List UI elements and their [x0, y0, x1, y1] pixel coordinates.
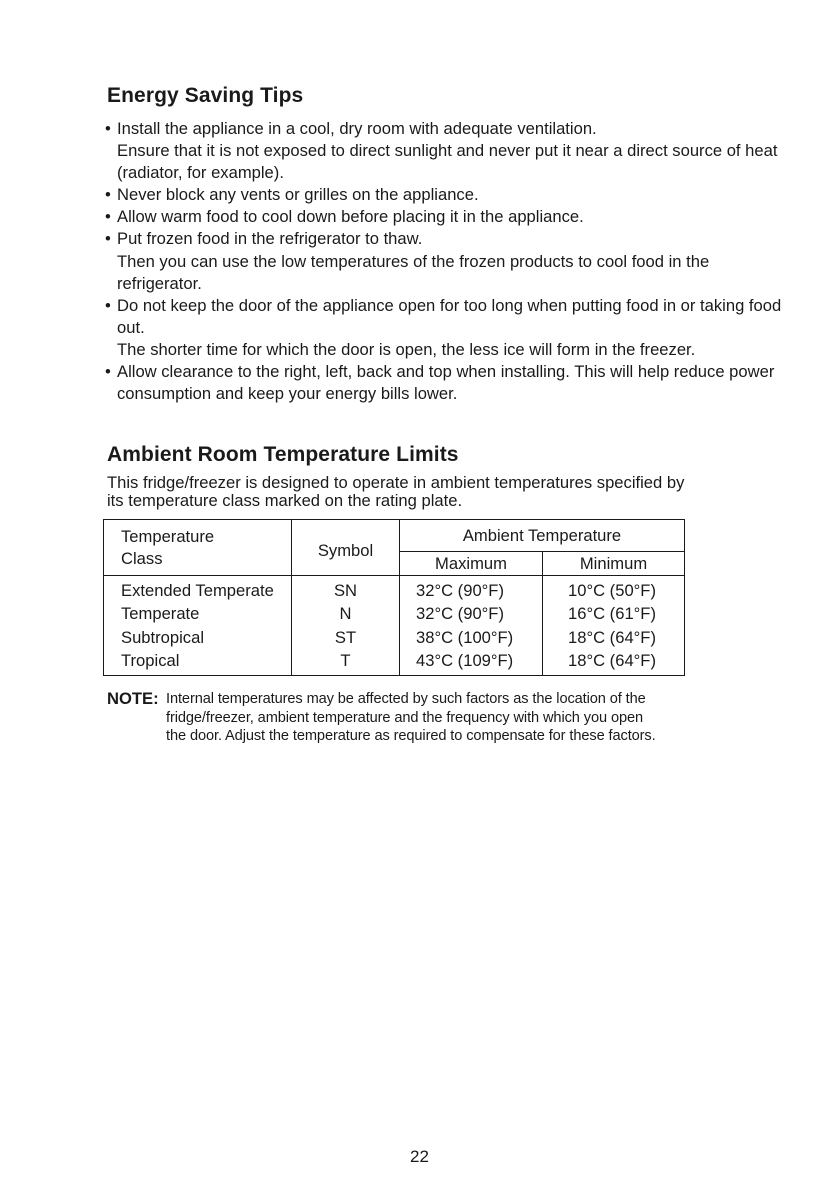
header-ambient-temperature: Ambient Temperature — [400, 520, 685, 552]
tip-text: Install the appliance in a cool, dry room with adequate ventilation. — [117, 119, 597, 138]
header-maximum: Maximum — [400, 552, 543, 576]
tip-item — [105, 295, 795, 361]
cell-maximum: 32°C (90°F) — [400, 576, 543, 603]
cell-class: Subtropical — [104, 626, 292, 649]
note-line: the door. Adjust the temperature as required to compensate for these factors. — [166, 728, 656, 744]
page-number: 22 — [410, 1147, 429, 1166]
tip-extra: Then you can use the low temperatures of the frozen products to cool food in the refrigerator. — [117, 251, 710, 293]
cell-symbol: T — [292, 649, 400, 675]
note-label: NOTE: — [107, 689, 159, 708]
header-class-line: Class — [121, 549, 163, 568]
tip-item — [105, 118, 795, 184]
tip-text: Do not keep the door of the appliance open for too long when putting food in or taking food out. — [117, 295, 782, 337]
table-row — [104, 602, 685, 625]
cell-class: Extended Temperate — [104, 576, 292, 603]
note-block — [107, 690, 747, 746]
bullet-icon: • — [105, 119, 111, 138]
table-header-row — [104, 520, 685, 552]
cell-symbol: ST — [292, 626, 400, 649]
bullet-icon: • — [105, 295, 111, 315]
temperature-class-table — [103, 519, 685, 676]
tip-extra: The shorter time for which the door is open, the less ice will form in the freezer. — [117, 339, 696, 359]
cell-symbol: SN — [292, 576, 400, 603]
tip-item — [105, 361, 795, 405]
cell-class: Temperate — [104, 602, 292, 625]
header-minimum: Minimum — [543, 552, 685, 576]
header-temperature-class — [104, 520, 292, 576]
cell-maximum: 43°C (109°F) — [400, 649, 543, 675]
tip-item — [105, 206, 795, 228]
bullet-icon: • — [105, 362, 111, 382]
cell-class: Tropical — [104, 649, 292, 675]
ambient-intro — [107, 474, 767, 510]
cell-minimum: 18°C (64°F) — [543, 626, 685, 649]
tip-item — [105, 184, 795, 206]
cell-maximum: 38°C (100°F) — [400, 626, 543, 649]
ambient-limits-title: Ambient Room Temperature Limits — [107, 443, 459, 466]
intro-line: its temperature class marked on the rating plate. — [107, 491, 463, 510]
tip-text: Allow clearance to the right, left, back and top when installing. This will help reduce power consumption and keep your energy bills lower. — [117, 362, 775, 404]
table-row — [104, 576, 685, 603]
energy-tips-title: Energy Saving Tips — [107, 84, 304, 107]
cell-minimum: 18°C (64°F) — [543, 649, 685, 675]
cell-symbol: N — [292, 602, 400, 625]
intro-line: This fridge/freezer is designed to operate in ambient temperatures specified by — [107, 473, 685, 492]
tip-item — [105, 228, 795, 294]
bullet-icon: • — [105, 207, 111, 227]
bullet-icon: • — [105, 229, 111, 249]
tip-text: Never block any vents or grilles on the appliance. — [117, 185, 479, 205]
header-class-line: Temperature — [121, 527, 215, 546]
table-row — [104, 626, 685, 649]
note-line: fridge/freezer, ambient temperature and the frequency with which you open — [166, 709, 644, 726]
note-body — [166, 690, 747, 746]
note-line: Internal temperatures may be affected by such factors as the location of the — [166, 691, 646, 707]
tip-extra: Ensure that it is not exposed to direct sunlight and never put it near a direct source of heat (radiator, for example). — [117, 141, 778, 183]
cell-maximum: 32°C (90°F) — [400, 602, 543, 625]
table-row — [104, 649, 685, 675]
cell-minimum: 10°C (50°F) — [543, 576, 685, 603]
cell-minimum: 16°C (61°F) — [543, 602, 685, 625]
header-symbol: Symbol — [292, 520, 400, 576]
bullet-icon: • — [105, 185, 111, 205]
energy-tips-list — [105, 118, 795, 405]
tip-text: Put frozen food in the refrigerator to thaw. — [117, 229, 423, 249]
tip-text: Allow warm food to cool down before placing it in the appliance. — [117, 207, 584, 227]
